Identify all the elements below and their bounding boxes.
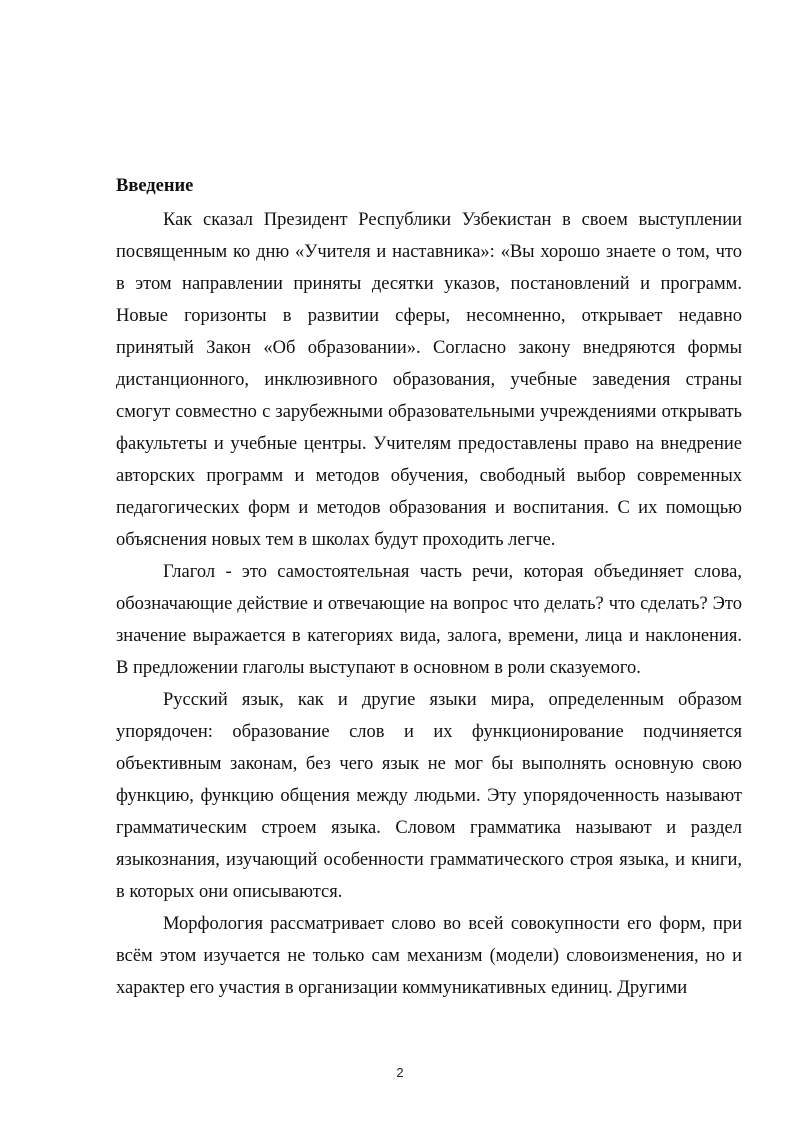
paragraph-1: Как сказал Президент Республики Узбекистан в своем выступлении посвященным ко дню «Учителя и наставника»: «Вы хорошо знаете о том, что в этом направлении приняты десятки указов, постановлений и программ. Новые горизонты в развитии сферы, несомненно, открывает недавно принятый Закон «Об образовании». Согласно закону внедряются формы дистанционного, инклюзивного образования, учебные заведения страны смогут совместно с зарубежными образовательными учреждениями открывать факультеты и учебные центры. Учителям предоставлены право на внедрение авторских программ и методов обучения, свободный выбор современных педагогических форм и методов образования и воспитания. С их помощью объяснения новых тем в школах будут проходить легче. [116, 210, 742, 550]
paragraph-2: Глагол - это самостоятельная часть речи, которая объединяет слова, обозначающие действие и отвечающие на вопрос что делать? что сделать? Это значение выражается в категориях вида, залога, времени, лица и наклонения. В предложении глаголы выступают в основном в роли сказуемого. [116, 562, 742, 678]
section-heading: Введение [116, 176, 194, 196]
paragraph-4: Морфология рассматривает слово во всей совокупности его форм, при всём этом изучается не только сам механизм (модели) словоизменения, но и характер его участия в организации коммуникативных единиц. Другими [116, 914, 742, 998]
document-body [116, 174, 742, 1004]
page-number: 2 [396, 1065, 404, 1080]
paragraph-3: Русский язык, как и другие языки мира, определенным образом упорядочен: образование слов и их функционирование подчиняется объективным законам, без чего язык не мог бы выполнять основную свою функцию, функцию общения между людьми. Эту упорядоченность называют грамматическим строем языка. Словом грамматика называют и раздел языкознания, изучающий особенности грамматического строя языка, и книги, в которых они описываются. [116, 690, 742, 902]
